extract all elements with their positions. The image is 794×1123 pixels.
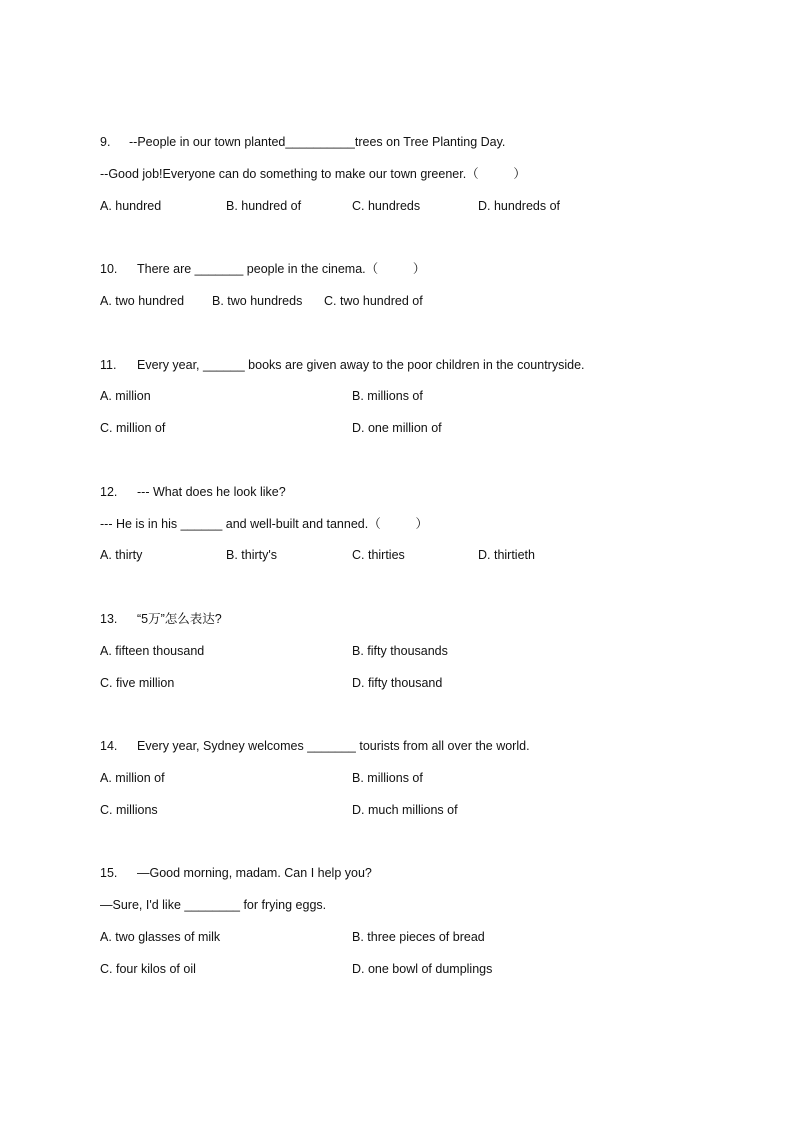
option-d[interactable]: D. fifty thousand xyxy=(352,676,443,690)
question-text: “5万”怎么表达? xyxy=(137,612,222,626)
option-c[interactable]: C. thirties xyxy=(352,548,405,562)
option-c[interactable]: C. four kilos of oil xyxy=(100,962,196,976)
question-12-reply: --- He is in his ______ and well-built and tanned.（ ） xyxy=(100,517,428,531)
option-d[interactable]: D. much millions of xyxy=(352,803,458,817)
option-a[interactable]: A. million xyxy=(100,389,151,403)
question-9-reply: --Good job!Everyone can do something to make our town greener.（ ） xyxy=(100,167,526,181)
question-number: 10. xyxy=(100,262,118,276)
option-b[interactable]: B. three pieces of bread xyxy=(352,930,485,944)
option-a[interactable]: A. million of xyxy=(100,771,165,785)
option-c[interactable]: C. millions xyxy=(100,803,158,817)
question-13-stem xyxy=(100,611,222,627)
question-number: 9. xyxy=(100,135,111,149)
option-b[interactable]: B. thirty's xyxy=(226,548,278,562)
question-14-stem xyxy=(100,738,530,754)
question-text: --People in our town planted__________trees on Tree Planting Day. xyxy=(129,135,506,149)
option-b[interactable]: B. fifty thousands xyxy=(352,644,448,658)
option-a[interactable]: A. thirty xyxy=(100,548,143,562)
question-number: 14. xyxy=(100,739,118,753)
question-number: 13. xyxy=(100,612,118,626)
option-a[interactable]: A. hundred xyxy=(100,199,162,213)
question-number: 15. xyxy=(100,866,118,880)
option-c[interactable]: C. two hundred of xyxy=(324,294,423,308)
option-d[interactable]: D. one bowl of dumplings xyxy=(352,962,493,976)
option-b[interactable]: B. hundred of xyxy=(226,199,302,213)
option-a[interactable]: A. two hundred xyxy=(100,294,185,308)
question-number: 11. xyxy=(100,358,117,372)
option-a[interactable]: A. two glasses of milk xyxy=(100,930,221,944)
question-12-stem xyxy=(100,484,286,500)
question-15-stem xyxy=(100,865,372,881)
question-text: —Good morning, madam. Can I help you? xyxy=(137,866,372,880)
question-9-stem xyxy=(100,134,505,150)
option-d[interactable]: D. thirtieth xyxy=(478,548,535,562)
question-text: There are _______ people in the cinema.（ ） xyxy=(137,262,426,276)
question-text: --- What does he look like? xyxy=(137,485,286,499)
option-d[interactable]: D. one million of xyxy=(352,421,442,435)
option-c[interactable]: C. hundreds xyxy=(352,199,421,213)
option-b[interactable]: B. two hundreds xyxy=(212,294,303,308)
question-10-stem xyxy=(100,261,425,277)
question-number: 12. xyxy=(100,485,118,499)
question-text: Every year, Sydney welcomes _______ tourists from all over the world. xyxy=(137,739,530,753)
option-b[interactable]: B. millions of xyxy=(352,389,423,403)
question-15-reply: —Sure, I'd like ________ for frying eggs. xyxy=(100,898,327,912)
option-c[interactable]: C. five million xyxy=(100,676,175,690)
option-a[interactable]: A. fifteen thousand xyxy=(100,644,205,658)
option-b[interactable]: B. millions of xyxy=(352,771,423,785)
option-c[interactable]: C. million of xyxy=(100,421,166,435)
question-text: Every year, ______ books are given away to the poor children in the countryside. xyxy=(137,358,585,372)
option-d[interactable]: D. hundreds of xyxy=(478,199,560,213)
question-11-stem xyxy=(100,357,585,373)
